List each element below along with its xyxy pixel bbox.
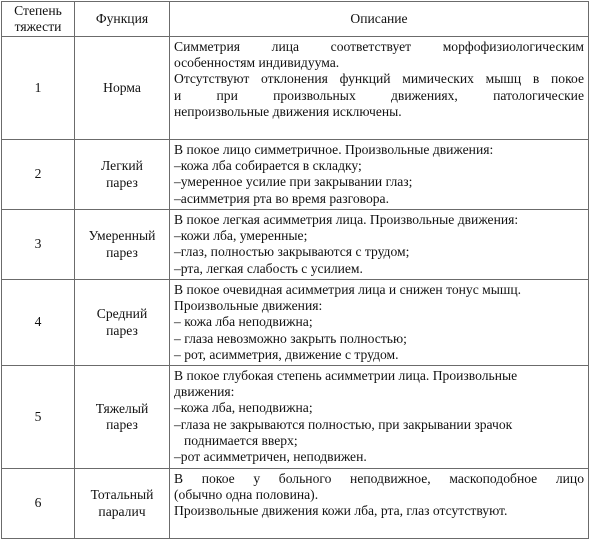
function-line: Умеренный xyxy=(88,228,156,244)
cell-degree: 2 xyxy=(2,140,75,210)
description-line: –глаза не закрываются полностью, при закрывании зрачок xyxy=(174,416,513,432)
header-description: Описание xyxy=(170,2,589,37)
cell-degree: 6 xyxy=(2,469,75,539)
table-row xyxy=(2,140,589,210)
function-line: Средний xyxy=(96,306,148,322)
table-row xyxy=(2,37,589,140)
cell-degree: 1 xyxy=(2,37,75,140)
description-line: поднимается вверх; xyxy=(184,432,298,448)
description-line: Произвольные движения: xyxy=(174,298,323,314)
function-line: Легкий xyxy=(101,158,143,174)
description-line: Произвольные движения кожи лба, рта, глаз отсутствуют. xyxy=(174,503,508,519)
description-line: (обычно одна половина). xyxy=(174,487,319,503)
function-line: Норма xyxy=(103,79,141,95)
table-row xyxy=(2,280,589,366)
facial-paresis-severity-table xyxy=(1,1,589,539)
cell-description xyxy=(170,280,589,366)
table-row xyxy=(2,210,589,280)
header-function: Функция xyxy=(75,2,170,37)
function-line: парез xyxy=(106,417,138,432)
cell-description xyxy=(170,140,589,210)
description-line: непроизвольные движения исключены. xyxy=(174,103,402,119)
cell-degree: 5 xyxy=(2,366,75,469)
function-line: Тотальный xyxy=(90,487,154,503)
description-line: – глаза невозможно закрыть полностью; xyxy=(174,330,407,346)
description-line: Отсутствуют отклонения функций мимических мышц в покое xyxy=(174,71,584,87)
function-line: парез xyxy=(106,322,138,338)
function-line: парез xyxy=(106,174,138,190)
description-line: В покое легкая асимметрия лица. Произвольные движения: xyxy=(174,212,519,227)
cell-description xyxy=(170,469,589,539)
table-body xyxy=(2,37,589,539)
description-line: особенностям индивидуума. xyxy=(174,55,340,71)
description-line: – кожа лба неподвижна; xyxy=(174,314,313,330)
cell-description xyxy=(170,210,589,280)
description-line: –рта, легкая слабость с усилием. xyxy=(174,260,363,276)
description-line: – рот, асимметрия, движение с трудом. xyxy=(174,346,399,362)
description-line: –рот асимметричен, неподвижен. xyxy=(174,449,367,465)
description-line: –асимметрия рта во время разговора. xyxy=(174,190,389,206)
cell-function xyxy=(75,469,170,539)
description-line: движения: xyxy=(174,384,235,400)
cell-function xyxy=(75,140,170,210)
table-row xyxy=(2,366,589,469)
description-line: –кожи лба, умеренные; xyxy=(174,228,308,244)
description-line: и при произвольных движениях, патологические xyxy=(174,87,584,103)
description-line: В покое лицо симметричное. Произвольные движения: xyxy=(174,142,494,157)
cell-function xyxy=(75,210,170,280)
description-line: –глаз, полностью закрываются с трудом; xyxy=(174,244,410,260)
cell-function xyxy=(75,37,170,140)
cell-function xyxy=(75,280,170,366)
description-line: Симметрия лица соответствует морфофизиологическим xyxy=(174,39,584,54)
description-line: В покое у больного неподвижное, маскоподобное лицо xyxy=(174,471,584,486)
description-line: В покое глубокая степень асимметрии лица. Произвольные xyxy=(174,368,518,383)
description-line: В покое очевидная асимметрия лица и снижен тонус мышц. xyxy=(174,282,522,297)
header-degree xyxy=(2,2,75,37)
header-degree-line-1: Степень xyxy=(14,2,62,18)
table-header-row xyxy=(2,2,589,37)
cell-function xyxy=(75,366,170,469)
function-line: парез xyxy=(106,244,138,260)
description-line: –кожа лба, неподвижна; xyxy=(174,400,313,416)
table-row xyxy=(2,469,589,539)
function-line: Тяжелый xyxy=(95,400,149,416)
cell-degree: 4 xyxy=(2,280,75,366)
cell-degree: 3 xyxy=(2,210,75,280)
header-degree-line-2: тяжести xyxy=(14,19,62,34)
severity-table-container xyxy=(1,1,589,539)
description-line: –умеренное усилие при закрывании глаз; xyxy=(174,174,413,190)
function-line: паралич xyxy=(98,503,146,519)
description-line: –кожа лба собирается в складку; xyxy=(174,158,362,174)
cell-description xyxy=(170,37,589,140)
cell-description xyxy=(170,366,589,469)
